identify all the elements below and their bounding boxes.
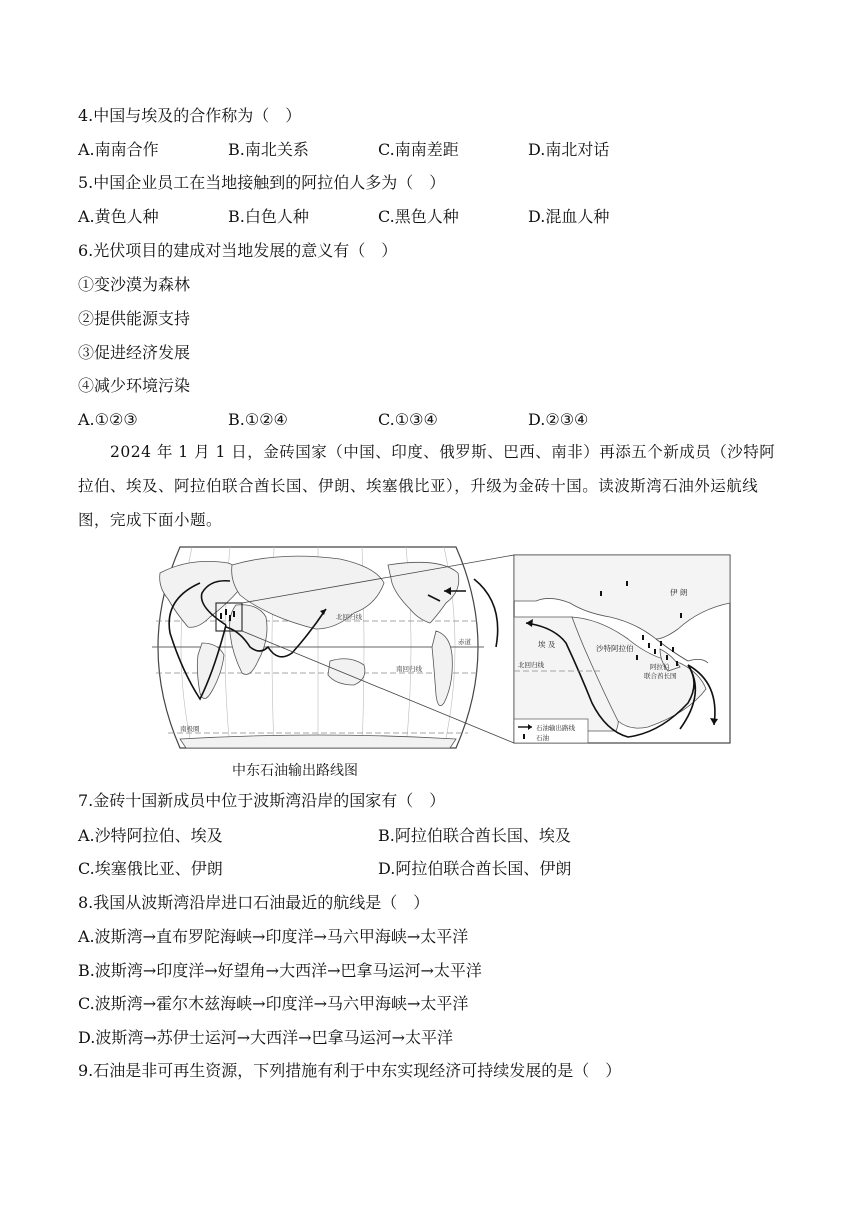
label-egypt: 埃 及 (538, 640, 556, 649)
world-tropic-s-label: 南回归线 (396, 665, 422, 673)
q6-option-a: A.①②③ (78, 410, 138, 429)
q6-option-b: B.①②④ (228, 410, 288, 429)
reading-passage: 2024 年 1 月 1 日，金砖国家（中国、印度、俄罗斯、巴西、南非）再添五个新成员（沙特阿拉伯、埃及、阿拉伯联合酋长国、伊朗、埃塞俄比亚），升级为金砖十国。读波斯湾石油外运航线图，完成下面小题。 (78, 443, 776, 529)
world-tropic-n-label: 北回归线 (336, 613, 362, 621)
oil-route-figure (140, 543, 732, 753)
q8-option-d: D.波斯湾→苏伊士运河→大西洋→巴拿马运河→太平洋 (78, 1028, 453, 1047)
q7-option-b: B.阿拉伯联合酋长国、埃及 (378, 826, 571, 845)
q5-stem: 5.中国企业员工在当地接触到的阿拉伯人多为（ ） (78, 173, 446, 192)
oil-route-map (140, 543, 732, 753)
world-equator-label: 赤道 (458, 638, 471, 646)
q5-option-b: B.白色人种 (228, 207, 309, 226)
q7-option-d: D.阿拉伯联合酋长国、伊朗 (378, 859, 572, 878)
q5-option-c: C.黑色人种 (378, 207, 459, 226)
q4-option-b: B.南北关系 (228, 140, 309, 159)
label-uae-line1: 阿拉伯 (650, 663, 670, 671)
q4-option-a: A.南南合作 (78, 140, 159, 159)
q8-stem: 8.我国从波斯湾沿岸进口石油最近的航线是（ ） (78, 893, 430, 912)
q6-statement-2: ②提供能源支持 (78, 309, 191, 328)
q6-stem: 6.光伏项目的建成对当地发展的意义有（ ） (78, 241, 398, 260)
label-saudi-arabia: 沙特阿拉伯 (596, 644, 634, 653)
q5-option-a: A.黄色人种 (78, 207, 159, 226)
middle-east-inset (514, 555, 730, 743)
q4-stem: 4.中国与埃及的合作称为（ ） (78, 106, 302, 125)
figure-caption: 中东石油输出路线图 (232, 763, 358, 779)
q6-option-c: C.①③④ (378, 410, 438, 429)
label-iran: 伊 朗 (670, 588, 688, 597)
q6-statement-1: ①变沙漠为森林 (78, 275, 191, 294)
q9-stem: 9.石油是非可再生资源，下列措施有利于中东实现经济可持续发展的是（ ） (78, 1061, 622, 1080)
world-polar-s-label: 南极圈 (180, 725, 200, 733)
q5-option-d: D.混血人种 (528, 207, 610, 226)
label-uae-line2: 联合酋长国 (644, 672, 677, 680)
legend-route-label: 石油输出路线 (536, 724, 575, 732)
q7-option-a: A.沙特阿拉伯、埃及 (78, 826, 223, 845)
q4-option-c: C.南南差距 (378, 140, 459, 159)
q8-option-c: C.波斯湾→霍尔木兹海峡→印度洋→马六甲海峡→太平洋 (78, 994, 469, 1013)
q6-statement-3: ③促进经济发展 (78, 343, 191, 362)
q6-statement-4: ④减少环境污染 (78, 376, 191, 395)
q6-option-d: D.②③④ (528, 410, 589, 429)
q4-option-d: D.南北对话 (528, 140, 610, 159)
q7-stem: 7.金砖十国新成员中位于波斯湾沿岸的国家有（ ） (78, 791, 446, 810)
legend-oil-label: 石油 (536, 734, 549, 742)
inset-tropic-n-label: 北回归线 (518, 661, 544, 669)
world-map (152, 547, 484, 748)
q8-option-a: A.波斯湾→直布罗陀海峡→印度洋→马六甲海峡→太平洋 (78, 927, 469, 946)
q8-option-b: B.波斯湾→印度洋→好望角→大西洋→巴拿马运河→太平洋 (78, 961, 482, 980)
inset-legend (514, 719, 588, 743)
q7-option-c: C.埃塞俄比亚、伊朗 (78, 859, 223, 878)
